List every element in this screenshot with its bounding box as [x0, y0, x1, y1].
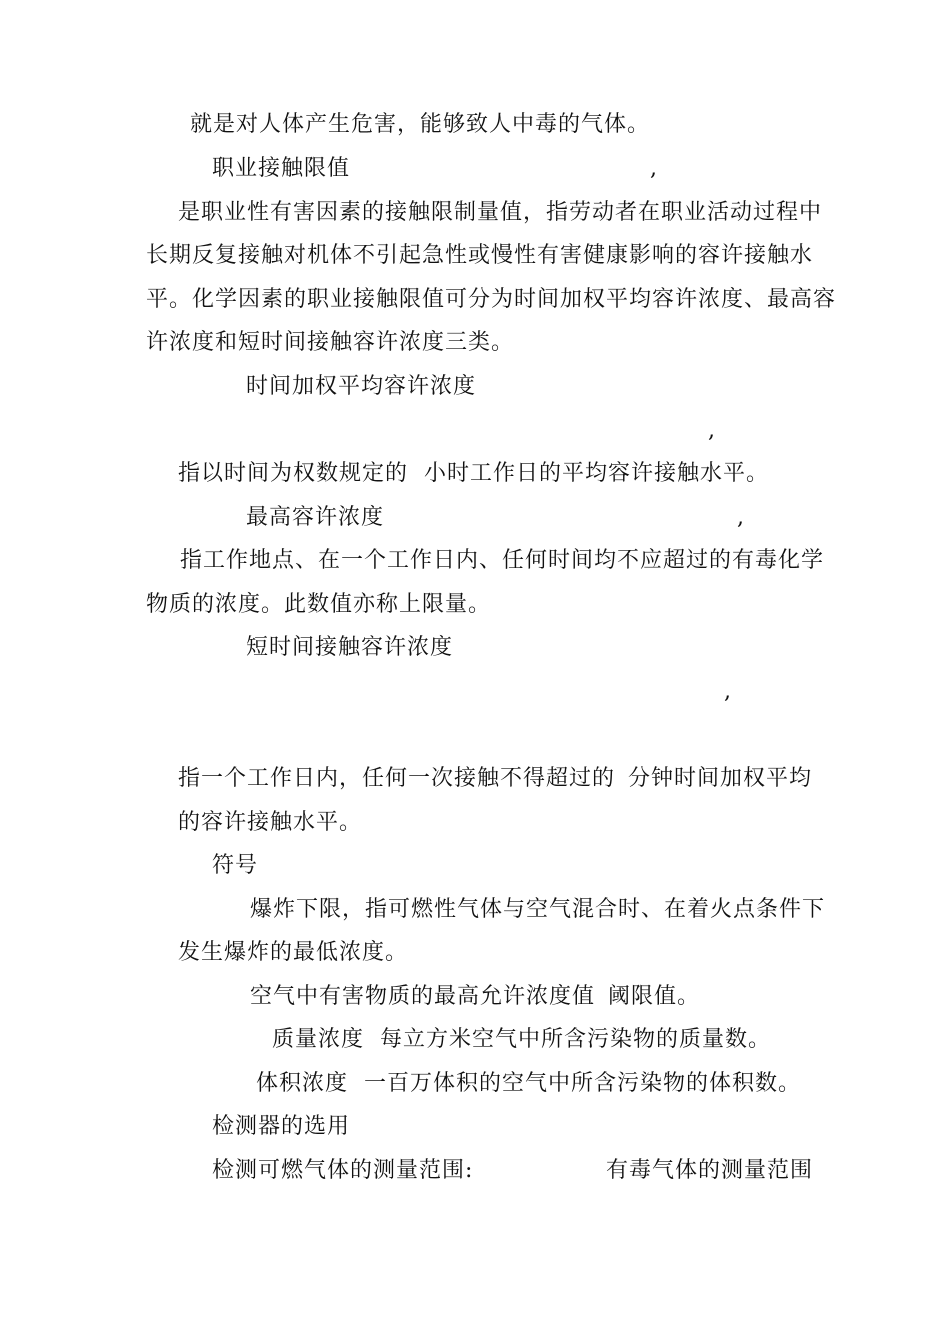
term-heading-oel: 职业接触限值 [212, 156, 351, 181]
body-line: 体积浓度 一百万体积的空气中所含污染物的体积数。 [256, 1071, 801, 1096]
body-line: 物质的浓度。此数值亦称上限量。 [146, 592, 492, 617]
body-line-part: 指以时间为权数规定的 [178, 461, 409, 486]
comma-mark: , [650, 156, 657, 181]
body-line: 是职业性有害因素的接触限制量值，指劳动者在职业活动过程中 [178, 200, 823, 225]
body-line: 平。化学因素的职业接触限值可分为时间加权平均容许浓度、最高容 [146, 287, 837, 312]
section-heading-detector: 检测器的选用 [212, 1114, 351, 1139]
body-line-part: 分钟时间加权平均 [628, 766, 813, 791]
body-line-part: 空气中有害物质的最高允许浓度值 [250, 984, 596, 1009]
body-line: 指工作地点、在一个工作日内、任何时间均不应超过的有毒化学 [180, 548, 825, 573]
body-line: 的容许接触水平。 [178, 810, 363, 835]
comma-mark: , [737, 505, 744, 530]
body-line: 发生爆炸的最低浓度。 [178, 940, 409, 965]
term-heading-mac: 最高容许浓度 [246, 505, 385, 530]
term-heading-twa: 时间加权平均容许浓度 [246, 374, 477, 399]
section-heading-symbols: 符号 [212, 853, 259, 878]
body-line: 爆炸下限，指可燃性气体与空气混合时、在着火点条件下 [250, 897, 826, 922]
body-line: 长期反复接触对机体不引起急性或慢性有害健康影响的容许接触水 [146, 243, 814, 268]
body-line-part: 阈限值。 [608, 984, 701, 1009]
body-line-part: 指一个工作日内，任何一次接触不得超过的 [178, 766, 616, 791]
body-line: 就是对人体产生危害，能够致人中毒的气体。 [190, 112, 651, 137]
comma-mark: , [708, 418, 715, 443]
comma-mark: , [724, 679, 731, 704]
term-heading-stel: 短时间接触容许浓度 [246, 635, 454, 660]
body-line-part: 检测可燃气体的测量范围: [212, 1158, 474, 1183]
body-line-part: 有毒气体的测量范围 [606, 1158, 814, 1183]
body-line: 许浓度和短时间接触容许浓度三类。 [146, 330, 515, 355]
body-line: 质量浓度 每立方米空气中所含污染物的质量数。 [272, 1027, 771, 1052]
body-line-part: 小时工作日的平均容许接触水平。 [424, 461, 770, 486]
